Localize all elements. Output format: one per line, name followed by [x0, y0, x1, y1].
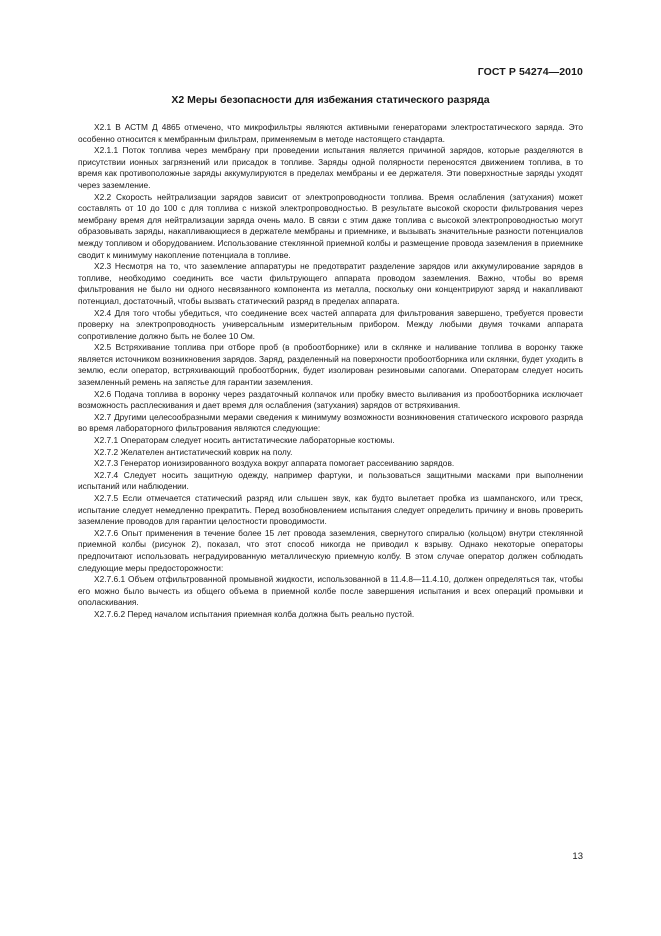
- paragraph-x2-7-2: X2.7.2 Желателен антистатический коврик на полу.: [94, 446, 293, 457]
- paragraph-x2-7-4: X2.7.4 Следует носить защитную одежду, например фартуки, и пользоваться защитными масками при выполнении испытаний или наблюдении.: [78, 469, 583, 492]
- page-number: 13: [572, 851, 583, 862]
- paragraph-x2-7-5: X2.7.5 Если отмечается статический разряд или слышен звук, как будто вылетает пробка из шампанского, или треск, испытание следует немедленно прекратить. Перед возобновлением испытания следует определить причину и вновь проверить заземление проводов для гарантии целостности проводимости.: [78, 493, 583, 527]
- paragraph-x2-3: X2.3 Несмотря на то, что заземление аппаратуры не предотвратит разделение зарядов или аккумулирование зарядов в топливе, необходимо соединить все части фильтрующего аппарата проводом заземления. Важно, чтобы во время фильтрования не было ни одного несвязанного компонента из металла, поскольку они концентрируют заряд и накапливают потенциал, достаточный, чтобы вызвать статический разряд в пределах аппарата.: [78, 261, 583, 306]
- paragraph-x2-7-1: X2.7.1 Операторам следует носить антистатические лабораторные костюмы.: [94, 435, 395, 446]
- paragraph-x2-5: X2.5 Встряхивание топлива при отборе проб (в пробоотборнике) или в склянке и наливание топлива в воронку также является источником возникновения зарядов. Заряд, разделенный на поверхности пробоотборника или склянки, будет уходить в землю, если оператор, встряхивающий пробоотборник, будет изолирован резиновыми сапогами. Операторам следует носить заземленный ремень на запястье для гарантии заземления.: [78, 342, 583, 388]
- paragraph-x2-4: X2.4 Для того чтобы убедиться, что соединение всех частей аппарата для фильтрования завершено, требуется провести проверку на электропроводность универсальным измерительным прибором. Между любыми двумя точками аппарата сопротивление должно быть не более 10 Ом.: [78, 307, 583, 341]
- paragraph-x2-2: X2.2 Скорость нейтрализации зарядов зависит от электропроводности топлива. Время ослабления (затухания) может составлять от 10 до 100 с для топлива с низкой электропроводностью. В результате высокой скорости фильтрования через мембрану время для нейтрализации заряда очень мало. В связи с этим даже топлива с высокой электропроводностью могут образовывать заряды, накапливающиеся в держателе мембраны и приемнике, и вызывать значительные разности потенциалов между топливом и оборудованием. Использование стеклянной приемной колбы и размещение провода заземления в приемнике сводит к минимуму накопление потенциала в топливе.: [78, 191, 583, 260]
- paragraph-x2-7: X2.7 Другими целесообразными мерами сведения к минимуму возможности возникновения статического искрового разряда во время лабораторного фильтрования являются следующие:: [78, 411, 583, 434]
- paragraph-x2-7-6-2: X2.7.6.2 Перед началом испытания приемная колба должна быть реально пустой.: [94, 608, 415, 619]
- paragraph-x2-1-1: X2.1.1 Поток топлива через мембрану при проведении испытания является причиной зарядов, которые разделяются в присутствии ионных загрязнений или присадок в топливе. Заряды одной полярности переносятся движением топлива, в то время как противоположные заряды аккумулируются в пределах мембраны и ее держателя. Эти поверхностные заряды уходят через заземление.: [78, 145, 583, 190]
- paragraph-x2-7-6-1: X2.7.6.1 Объем отфильтрованной промывной жидкости, использованной в 11.4.8—11.4.10, должен определяться так, чтобы его можно было вычесть из общего объема в приемной колбе после завершения испытания и всех операций промывки и ополаскивания.: [78, 574, 583, 608]
- paragraph-x2-7-3: X2.7.3 Генератор ионизированного воздуха вокруг аппарата помогает рассеиванию зарядов.: [94, 458, 455, 469]
- section-title: X2 Меры безопасности для избежания статического разряда: [171, 94, 490, 106]
- document-body: [78, 122, 583, 621]
- paragraph-x2-1: X2.1 В АСТМ Д 4865 отмечено, что микрофильтры являются активными генераторами электростатического заряда. Это особенно относится к мембранным фильтрам, применяемым в методе настоящего стандарта.: [78, 122, 583, 144]
- paragraph-x2-6: X2.6 Подача топлива в воронку через раздаточный колпачок или пробку вместо выливания из пробоотборника исключает возможность расплескивания и дает время для ослабления (затухания) зарядов от встряхивания.: [78, 388, 583, 411]
- paragraph-x2-7-6: X2.7.6 Опыт применения в течение более 15 лет провода заземления, свернутого спиралью (кольцом) внутри стеклянной приемной колбы (рисунок 2), показал, что этот способ никогда не приводил к взрыву. Однако некоторые операторы предпочитают использовать неградуированную металлическую приемную колбу. В этом случае оператор должен соблюдать следующие меры предосторожности:: [78, 527, 583, 573]
- document-header: ГОСТ Р 54274—2010: [477, 66, 583, 78]
